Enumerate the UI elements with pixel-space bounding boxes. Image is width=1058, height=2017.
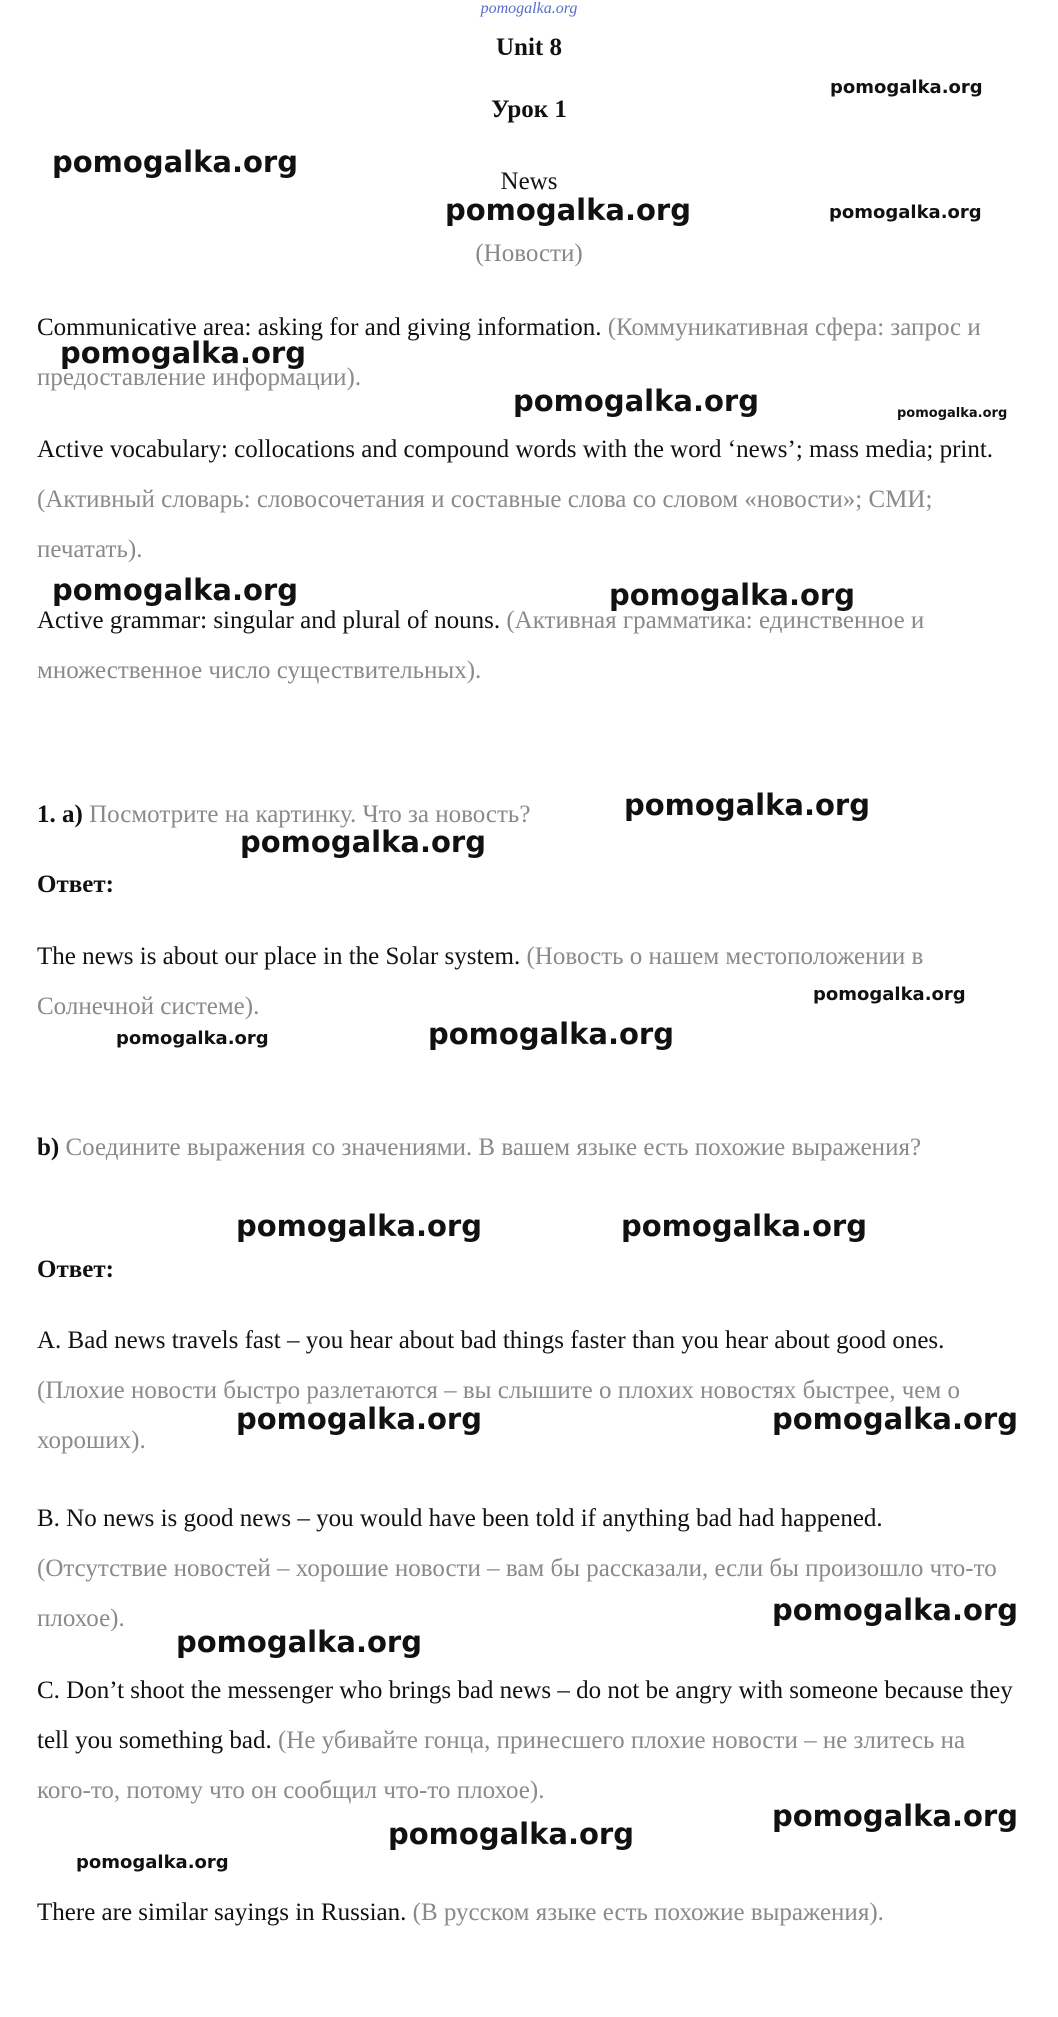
watermark: pomogalka.org — [52, 573, 298, 607]
task-label: b) — [37, 1134, 60, 1161]
answer-label: Ответ: — [37, 871, 114, 898]
watermark: pomogalka.org — [772, 1799, 1018, 1833]
watermark: pomogalka.org — [830, 77, 983, 98]
task-1a-question — [37, 790, 1017, 840]
task-label: 1. a) — [37, 801, 83, 828]
watermark: pomogalka.org — [52, 145, 298, 179]
watermark: pomogalka.org — [236, 1402, 482, 1436]
watermark: pomogalka.org — [513, 384, 759, 418]
intro-en: Communicative area: asking for and giving information. — [37, 314, 602, 341]
saying-en: B. No news is good news – you would have been told if anything bad had happened. — [37, 1505, 883, 1532]
intro-ru: (Активный словарь: словосочетания и составные слова со словом «новости»; СМИ; печатать). — [37, 486, 933, 563]
watermark: pomogalka.org — [772, 1402, 1018, 1436]
watermark: pomogalka.org — [240, 825, 486, 859]
watermark: pomogalka.org — [76, 1852, 229, 1873]
watermark: pomogalka.org — [236, 1209, 482, 1243]
watermark: pomogalka.org — [897, 406, 1008, 421]
watermark: pomogalka.org — [624, 788, 870, 822]
watermark: pomogalka.org — [445, 193, 691, 227]
saying-ru: (Не убивайте гонца, принесшего плохие новости – не злитесь на кого-то, потому что он сообщил что-то плохое). — [37, 1727, 966, 1804]
watermark: pomogalka.org — [621, 1209, 867, 1243]
intro-ru: (Коммуникативная сфера: запрос и предоставление информации). — [37, 314, 981, 391]
site-header-link[interactable]: pomogalka.org — [480, 0, 578, 17]
intro-ru: (Активная грамматика: единственное и множественное число существительных). — [37, 607, 925, 684]
task-question: Соедините выражения со значениями. В вашем языке есть похожие выражения? — [65, 1134, 922, 1161]
watermark: pomogalka.org — [116, 1028, 269, 1049]
answer-ru: (Новость о нашем местоположении в Солнечной системе). — [37, 943, 924, 1020]
saying-en: A. Bad news travels fast – you hear about bad things faster than you hear about good ones. — [37, 1327, 945, 1354]
watermark: pomogalka.org — [428, 1017, 674, 1051]
answer-label: Ответ: — [37, 1256, 114, 1283]
watermark: pomogalka.org — [829, 202, 982, 223]
watermark: pomogalka.org — [60, 336, 306, 370]
unit-title: Unit 8 — [496, 34, 562, 61]
saying-ru: (Отсутствие новостей – хорошие новости – вам бы рассказали, если бы произошло что-то плохое). — [37, 1555, 997, 1632]
closing-en: There are similar sayings in Russian. — [37, 1899, 407, 1926]
task-question: Посмотрите на картинку. Что за новость? — [89, 801, 531, 828]
saying-ru: (Плохие новости быстро разлетаются – вы слышите о плохих новостях быстрее, чем о хороших). — [37, 1377, 960, 1454]
watermark: pomogalka.org — [813, 984, 966, 1005]
saying-a — [37, 1316, 1017, 1466]
lesson-title: Урок 1 — [491, 96, 567, 123]
closing-ru: (В русском языке есть похожие выражения). — [412, 1899, 884, 1926]
task-1b-question — [37, 1123, 1017, 1173]
watermark: pomogalka.org — [388, 1817, 634, 1851]
page-title: News — [500, 168, 558, 195]
closing-note — [37, 1888, 1017, 1938]
intro-vocabulary — [37, 425, 1017, 575]
intro-en: Active vocabulary: collocations and compound words with the word ‘news’; mass media; print. — [37, 436, 994, 463]
answer-en: The news is about our place in the Solar system. — [37, 943, 521, 970]
page-title-translation: (Новости) — [475, 240, 583, 267]
watermark: pomogalka.org — [772, 1593, 1018, 1627]
watermark: pomogalka.org — [176, 1625, 422, 1659]
watermark: pomogalka.org — [609, 578, 855, 612]
intro-en: Active grammar: singular and plural of nouns. — [37, 607, 501, 634]
intro-grammar — [37, 596, 1017, 696]
saying-en: C. Don’t shoot the messenger who brings bad news – do not be angry with someone because they tell you something bad. — [37, 1677, 1013, 1754]
saying-c — [37, 1666, 1017, 1816]
